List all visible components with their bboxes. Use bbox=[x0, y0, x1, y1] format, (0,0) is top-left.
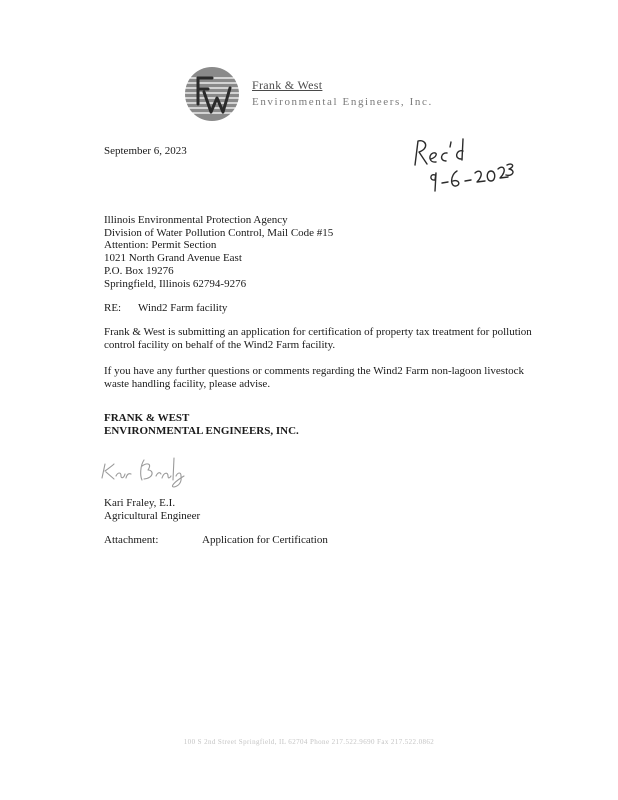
body-paragraph-1: Frank & West is submitting an application for certification of property tax treatment for pollution control facility on behalf of the Wind2 Farm facility. bbox=[104, 326, 532, 351]
letterhead-footer: 100 S 2nd Street Springfield, IL 62704 Phone 217.522.9690 Fax 217.522.0862 bbox=[183, 738, 435, 746]
closing-firm-line-2: ENVIRONMENTAL ENGINEERS, INC. bbox=[104, 425, 299, 437]
closing-firm-line-1: FRANK & WEST bbox=[104, 412, 190, 424]
address-line: Springfield, Illinois 62794-9276 bbox=[104, 277, 247, 290]
subject-text: Wind2 Farm facility bbox=[138, 302, 228, 314]
signer-name: Kari Fraley, E.I. bbox=[104, 497, 176, 509]
address-line: Division of Water Pollution Control, Mail Code #15 bbox=[104, 226, 334, 239]
address-line: Illinois Environmental Protection Agency bbox=[104, 214, 288, 226]
attachment-label: Attachment: bbox=[104, 534, 159, 546]
subject-label: RE: bbox=[104, 302, 122, 314]
handwritten-signature-icon bbox=[96, 454, 196, 488]
frank-west-logo-icon bbox=[184, 66, 240, 122]
address-line: P.O. Box 19276 bbox=[104, 264, 174, 277]
received-stamp-handwriting-icon bbox=[405, 135, 515, 197]
signer-title: Agricultural Engineer bbox=[104, 509, 201, 522]
company-name: Frank & West bbox=[252, 78, 323, 92]
recipient-address bbox=[104, 214, 333, 290]
body-paragraph-2: If you have any further questions or comments regarding the Wind2 Farm non-lagoon livestock waste handling facility, please advise. bbox=[104, 365, 525, 390]
company-subtitle: Environmental Engineers, Inc. bbox=[252, 96, 433, 108]
signer-block bbox=[104, 497, 200, 523]
address-line: 1021 North Grand Avenue East bbox=[104, 252, 242, 265]
attachment-value: Application for Certification bbox=[202, 534, 328, 546]
closing-firm bbox=[104, 412, 299, 438]
address-line: Attention: Permit Section bbox=[104, 239, 217, 252]
attachment-line bbox=[104, 534, 328, 546]
subject-line bbox=[104, 302, 227, 314]
letter-date: September 6, 2023 bbox=[104, 145, 187, 157]
